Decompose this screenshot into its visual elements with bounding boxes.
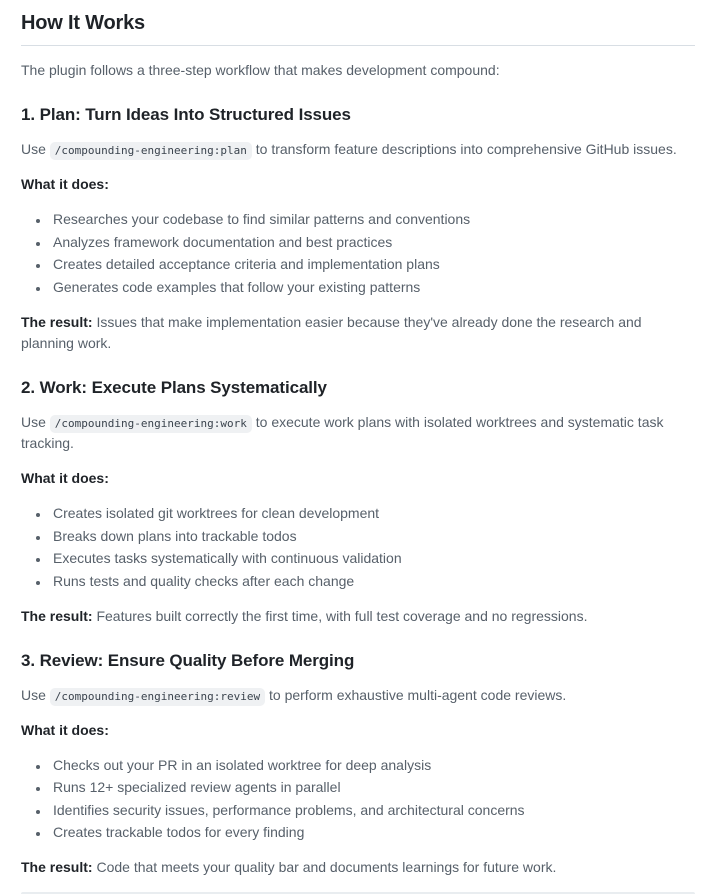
what-it-does-label: What it does: [21, 176, 109, 193]
result-text: Code that meets your quality bar and documents learnings for future work. [92, 859, 557, 876]
what-it-does-label: What it does: [21, 721, 109, 738]
list-item: • Runs tests and quality checks after each change [50, 571, 695, 592]
section-review [21, 650, 695, 879]
section-heading-review: 3. Review: Ensure Quality Before Merging [21, 650, 355, 670]
list-item: • Analyzes framework documentation and best practices [50, 232, 695, 253]
usage-prefix: Use [21, 686, 50, 703]
usage-paragraph [21, 412, 695, 454]
usage-paragraph [21, 139, 695, 160]
section-heading-work: 2. Work: Execute Plans Systematically [21, 377, 327, 397]
what-it-does-list [21, 503, 695, 592]
usage-suffix: to execute work plans with isolated worktrees and systematic task tracking. [21, 414, 664, 451]
list-item: • Creates trackable todos for every finding [50, 822, 695, 843]
list-item: • Runs 12+ specialized review agents in parallel [50, 777, 695, 798]
list-item: • Breaks down plans into trackable todos [50, 526, 695, 547]
usage-prefix: Use [21, 141, 50, 158]
section-plan [21, 104, 695, 354]
result-paragraph [21, 606, 695, 627]
page-title: How It Works [21, 0, 695, 46]
result-label: The result: [21, 859, 93, 876]
result-paragraph [21, 312, 695, 354]
list-item: • Identifies security issues, performance problems, and architectural concerns [50, 800, 695, 821]
list-item: • Checks out your PR in an isolated worktree for deep analysis [50, 755, 695, 776]
list-item: • Creates isolated git worktrees for clean development [50, 503, 695, 524]
command-code-plan: /compounding-engineering:plan [50, 142, 252, 160]
result-label: The result: [21, 607, 93, 624]
usage-suffix: to transform feature descriptions into comprehensive GitHub issues. [251, 141, 677, 158]
what-it-does-label: What it does: [21, 470, 109, 486]
result-text: Features built correctly the first time, with full test coverage and no regressions. [92, 607, 588, 624]
command-code-work: /compounding-engineering:work [50, 415, 252, 433]
section-heading-plan: 1. Plan: Turn Ideas Into Structured Issues [21, 105, 351, 124]
usage-paragraph [21, 685, 695, 706]
list-item: • Executes tasks systematically with continuous validation [50, 548, 695, 569]
usage-suffix: to perform exhaustive multi-agent code reviews. [265, 686, 567, 703]
usage-prefix: Use [21, 414, 50, 430]
list-item: • Generates code examples that follow your existing patterns [50, 277, 695, 298]
list-item: • Researches your codebase to find similar patterns and conventions [50, 209, 695, 230]
section-work [21, 377, 695, 627]
list-item: • Creates detailed acceptance criteria and implementation plans [50, 254, 695, 275]
what-it-does-list [21, 209, 695, 298]
what-it-does-list [21, 755, 695, 844]
result-label: The result: [21, 313, 93, 330]
intro-paragraph: The plugin follows a three-step workflow that makes development compound: [21, 62, 500, 78]
command-code-review: /compounding-engineering:review [50, 688, 265, 706]
result-paragraph [21, 857, 695, 878]
result-text: Issues that make implementation easier because they've already done the research and planning work. [21, 313, 642, 351]
